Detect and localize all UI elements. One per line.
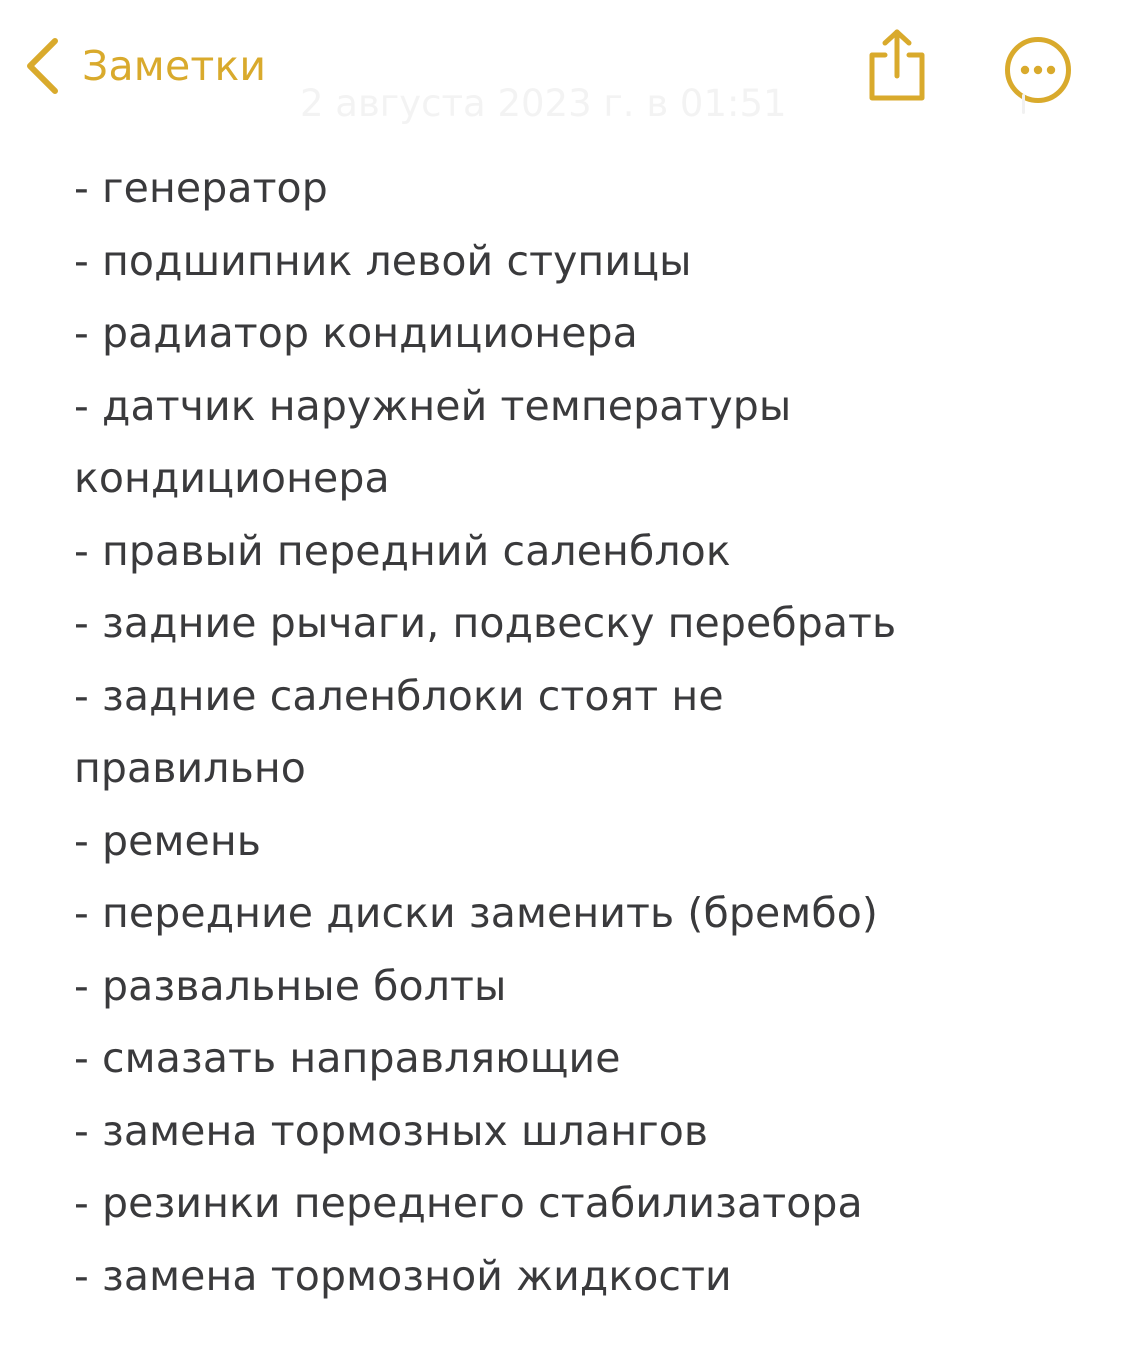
note-line: - радиатор кондиционера [74,309,638,357]
note-line: - замена тормозных шлангов [74,1106,709,1155]
back-label: Заметки [82,42,267,90]
note-line: - развальные болты [74,961,507,1010]
share-icon [866,87,928,106]
note-line: - правый передний саленблок [74,526,731,575]
note-line: - ремень [74,816,262,865]
back-button[interactable] [24,34,266,98]
note-line: - датчик наружней температуры [74,381,792,430]
note-line: - передние диски заменить (брембо) [74,889,878,937]
note-line: - смазать направляющие [74,1034,621,1082]
note-body[interactable] [74,152,1084,1312]
note-line: - задние саленблоки стоят не [74,671,724,720]
scroll-indicator [1022,94,1025,114]
note-line: - генератор [74,164,328,212]
note-line: кондиционера [74,454,390,502]
note-line: - подшипник левой ступицы [74,236,692,285]
ellipsis-circle-icon [1004,89,1072,108]
share-button[interactable] [866,28,928,102]
note-date: 2 августа 2023 г. в 01:51 [300,82,787,125]
note-line: - замена тормозной жидкости [74,1251,732,1300]
note-line: правильно [74,744,306,792]
navigation-bar [0,0,1125,130]
note-line: - резинки переднего стабилизатора [74,1179,863,1227]
chevron-left-icon [24,37,60,95]
note-line: - задние рычаги, подвеску перебрать [74,599,897,647]
more-options-button[interactable] [1004,36,1072,104]
